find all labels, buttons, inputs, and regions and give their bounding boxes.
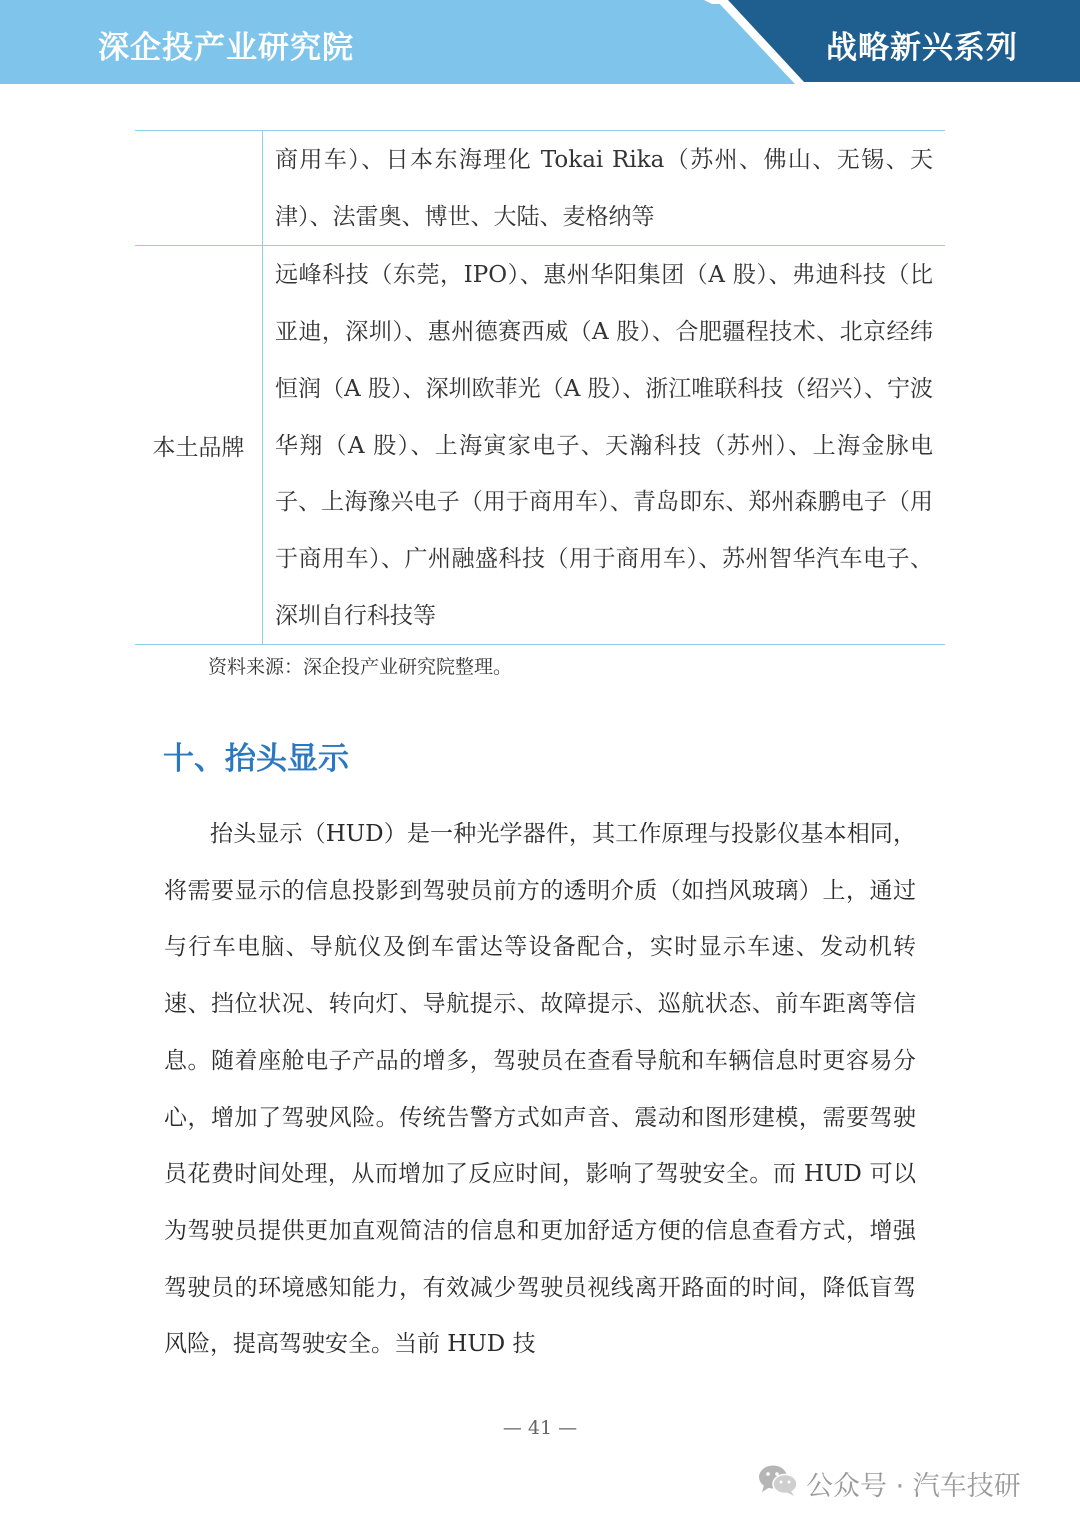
row-text: 商用车）、日本东海理化 Tokai Rika（苏州、佛山、无锡、天津）、法雷奥、博世、大陆、麦格纳等 — [275, 147, 933, 230]
header-banner — [0, 0, 1080, 84]
watermark-text: 公众号 · 汽车技研 — [806, 1470, 1021, 1502]
row-label — [135, 131, 263, 245]
table-row — [135, 130, 945, 245]
watermark — [758, 1463, 1021, 1503]
institute-title: 深企投产业研究院 — [98, 30, 354, 66]
section-heading: 十、抬头显示 — [163, 741, 349, 777]
brand-table — [135, 130, 945, 645]
row-label: 本土品牌 — [135, 246, 263, 644]
body-paragraph: 抬头显示（HUD）是一种光学器件，其工作原理与投影仪基本相同，将需要显示的信息投影到驾驶员前方的透明介质（如挡风玻璃）上，通过与行车电脑、导航仪及倒车雷达等设备配合，实时显示车速、发动机转速、挡位状况、转向灯、导航提示、故障提示、巡航状态、前车距离等信息。随着座舱电子产品的增多，驾驶员在查看导航和车辆信息时更容易分心，增加了驾驶风险。传统告警方式如声音、震动和图形建模，需要驾驶员花费时间处理，从而增加了反应时间，影响了驾驶安全。而 HUD 可以为驾驶员提供更加直观简洁的信息和更加舒适方便的信息查看方式，增强驾驶员的环境感知能力，有效减少驾驶员视线离开路面的时间，降低盲驾风险，提高驾驶安全。当前 HUD 技 — [164, 821, 916, 1358]
source-note: 资料来源：深企投产业研究院整理。 — [208, 656, 513, 678]
series-title: 战略新兴系列 — [826, 30, 1018, 66]
wechat-icon — [758, 1463, 798, 1504]
page-number: — 41 — — [502, 1417, 578, 1439]
table-row — [135, 245, 945, 645]
row-text: 远峰科技（东莞，IPO）、惠州华阳集团（A 股）、弗迪科技（比亚迪，深圳）、惠州德赛西威（A 股）、合肥疆程技术、北京经纬恒润（A 股）、深圳欧菲光（A 股）、浙江唯联科技（绍兴）、宁波华翔（A 股）、上海寅家电子、天瀚科技（苏州）、上海金脉电子、上海豫兴电子（用于商用车）、青岛即东、郑州森鹏电子（用于商用车）、广州融盛科技（用于商用车）、苏州智华汽车电子、深圳自行科技等 — [275, 262, 933, 629]
